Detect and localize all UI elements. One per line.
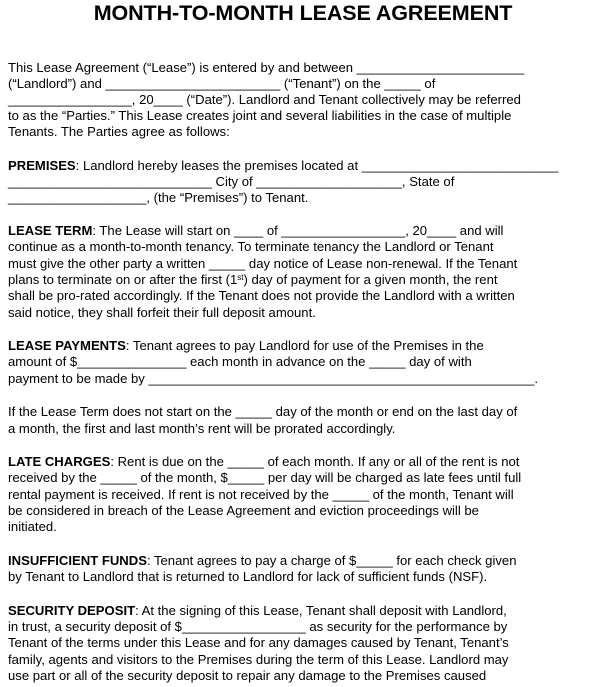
intro-line: _________________, 20____ (“Date”). Landlord and Tenant collectively may be referred [8,92,521,107]
security-deposit-line: use part or all of the security deposit to repair any damage to the Premises caused [8,668,487,683]
premises-line: ___________________, (the “Premises”) to Tenant. [8,190,309,205]
lease-payments-text: : Tenant agrees to pay Landlord for use of the Premises in the [125,338,484,353]
security-deposit-line: in trust, a security deposit of $_________________ as security for the performance by [8,619,508,634]
lease-term-text: ) day of payment for a given month, the rent [243,272,498,287]
lease-term-text: : The Lease will start on ____ of _________________, 20____ and will [92,223,504,238]
prorate-line: If the Lease Term does not start on the _____ day of the month or end on the last day of [8,404,518,419]
lease-term-line [8,272,498,288]
lease-payments-line: amount of $_______________ each month in advance on the _____ day of with [8,354,472,369]
lease-term-text: plans to terminate on or after the first (1 [8,272,238,287]
security-deposit-text: : At the signing of this Lease, Tenant shall deposit with Landlord, [135,603,507,618]
intro-line: Tenants. The Parties agree as follows: [8,124,230,139]
late-charges-text: : Rent is due on the _____ of each month. If any or all of the rent is not [110,454,520,469]
security-deposit-heading: SECURITY DEPOSIT [8,603,136,618]
insufficient-funds-text: : Tenant agrees to pay a charge of $_____ for each check given [146,553,517,568]
security-deposit-line: family, agents and visitors to the Premises during the term of this Lease. Landlord may [8,652,509,667]
lease-term-heading: LEASE TERM [8,223,93,238]
lease-term-line: must give the other party a written _____ day notice of Lease non-renewal. If the Tenant [8,256,518,271]
late-charges-line: initiated. [8,519,57,534]
security-deposit-line: Tenant of the terms under this Lease and for any damages caused by Tenant, Tenant’s [8,635,509,650]
intro-line: to as the “Parties.” This Lease creates joint and several liabilities in the case of multiple [8,108,512,123]
late-charges-line: be considered in breach of the Lease Agreement and eviction proceedings will be [8,503,479,518]
insufficient-funds-line [8,553,516,569]
insufficient-funds-line: by Tenant to Landlord that is returned to Landlord for lack of sufficient funds (NSF). [8,569,488,584]
lease-term-line: said notice, they shall forfeit their full deposit amount. [8,305,316,320]
lease-term-line: shall be pro-rated accordingly. If the Tenant does not provide the Landlord with a written [8,288,515,303]
lease-term-line: continue as a month-to-month tenancy. To terminate tenancy the Landlord or Tenant [8,239,494,254]
late-charges-line: received by the _____ of the month, $_____ per day will be charged as late fees until full [8,470,522,485]
premises-text: : Landlord hereby leases the premises located at ___________________________ [75,158,559,173]
prorate-line: a month, the first and last month’s rent will be prorated accordingly. [8,421,396,436]
premises-line: ____________________________ City of ____________________, State of [8,174,455,189]
lease-payments-heading: LEASE PAYMENTS [8,338,126,353]
premises-line [8,158,558,174]
ordinal-suffix: st [237,273,244,282]
late-charges-line: rental payment is received. If rent is not received by the _____ of the month, Tenant will [8,487,514,502]
lease-payments-line: payment to be made by _____________________________________________________. [8,371,539,386]
late-charges-line [8,454,519,470]
late-charges-heading: LATE CHARGES [8,454,111,469]
insufficient-funds-heading: INSUFFICIENT FUNDS [8,553,147,568]
premises-heading: PREMISES [8,158,76,173]
security-deposit-line [8,603,507,619]
lease-term-line [8,223,503,239]
intro-line: This Lease Agreement (“Lease”) is entered by and between _______________________ [8,60,525,75]
document-title: MONTH-TO-MONTH LEASE AGREEMENT [93,1,513,25]
intro-line: (“Landlord”) and ________________________ (“Tenant”) on the _____ of [8,76,436,91]
lease-payments-line [8,338,484,354]
